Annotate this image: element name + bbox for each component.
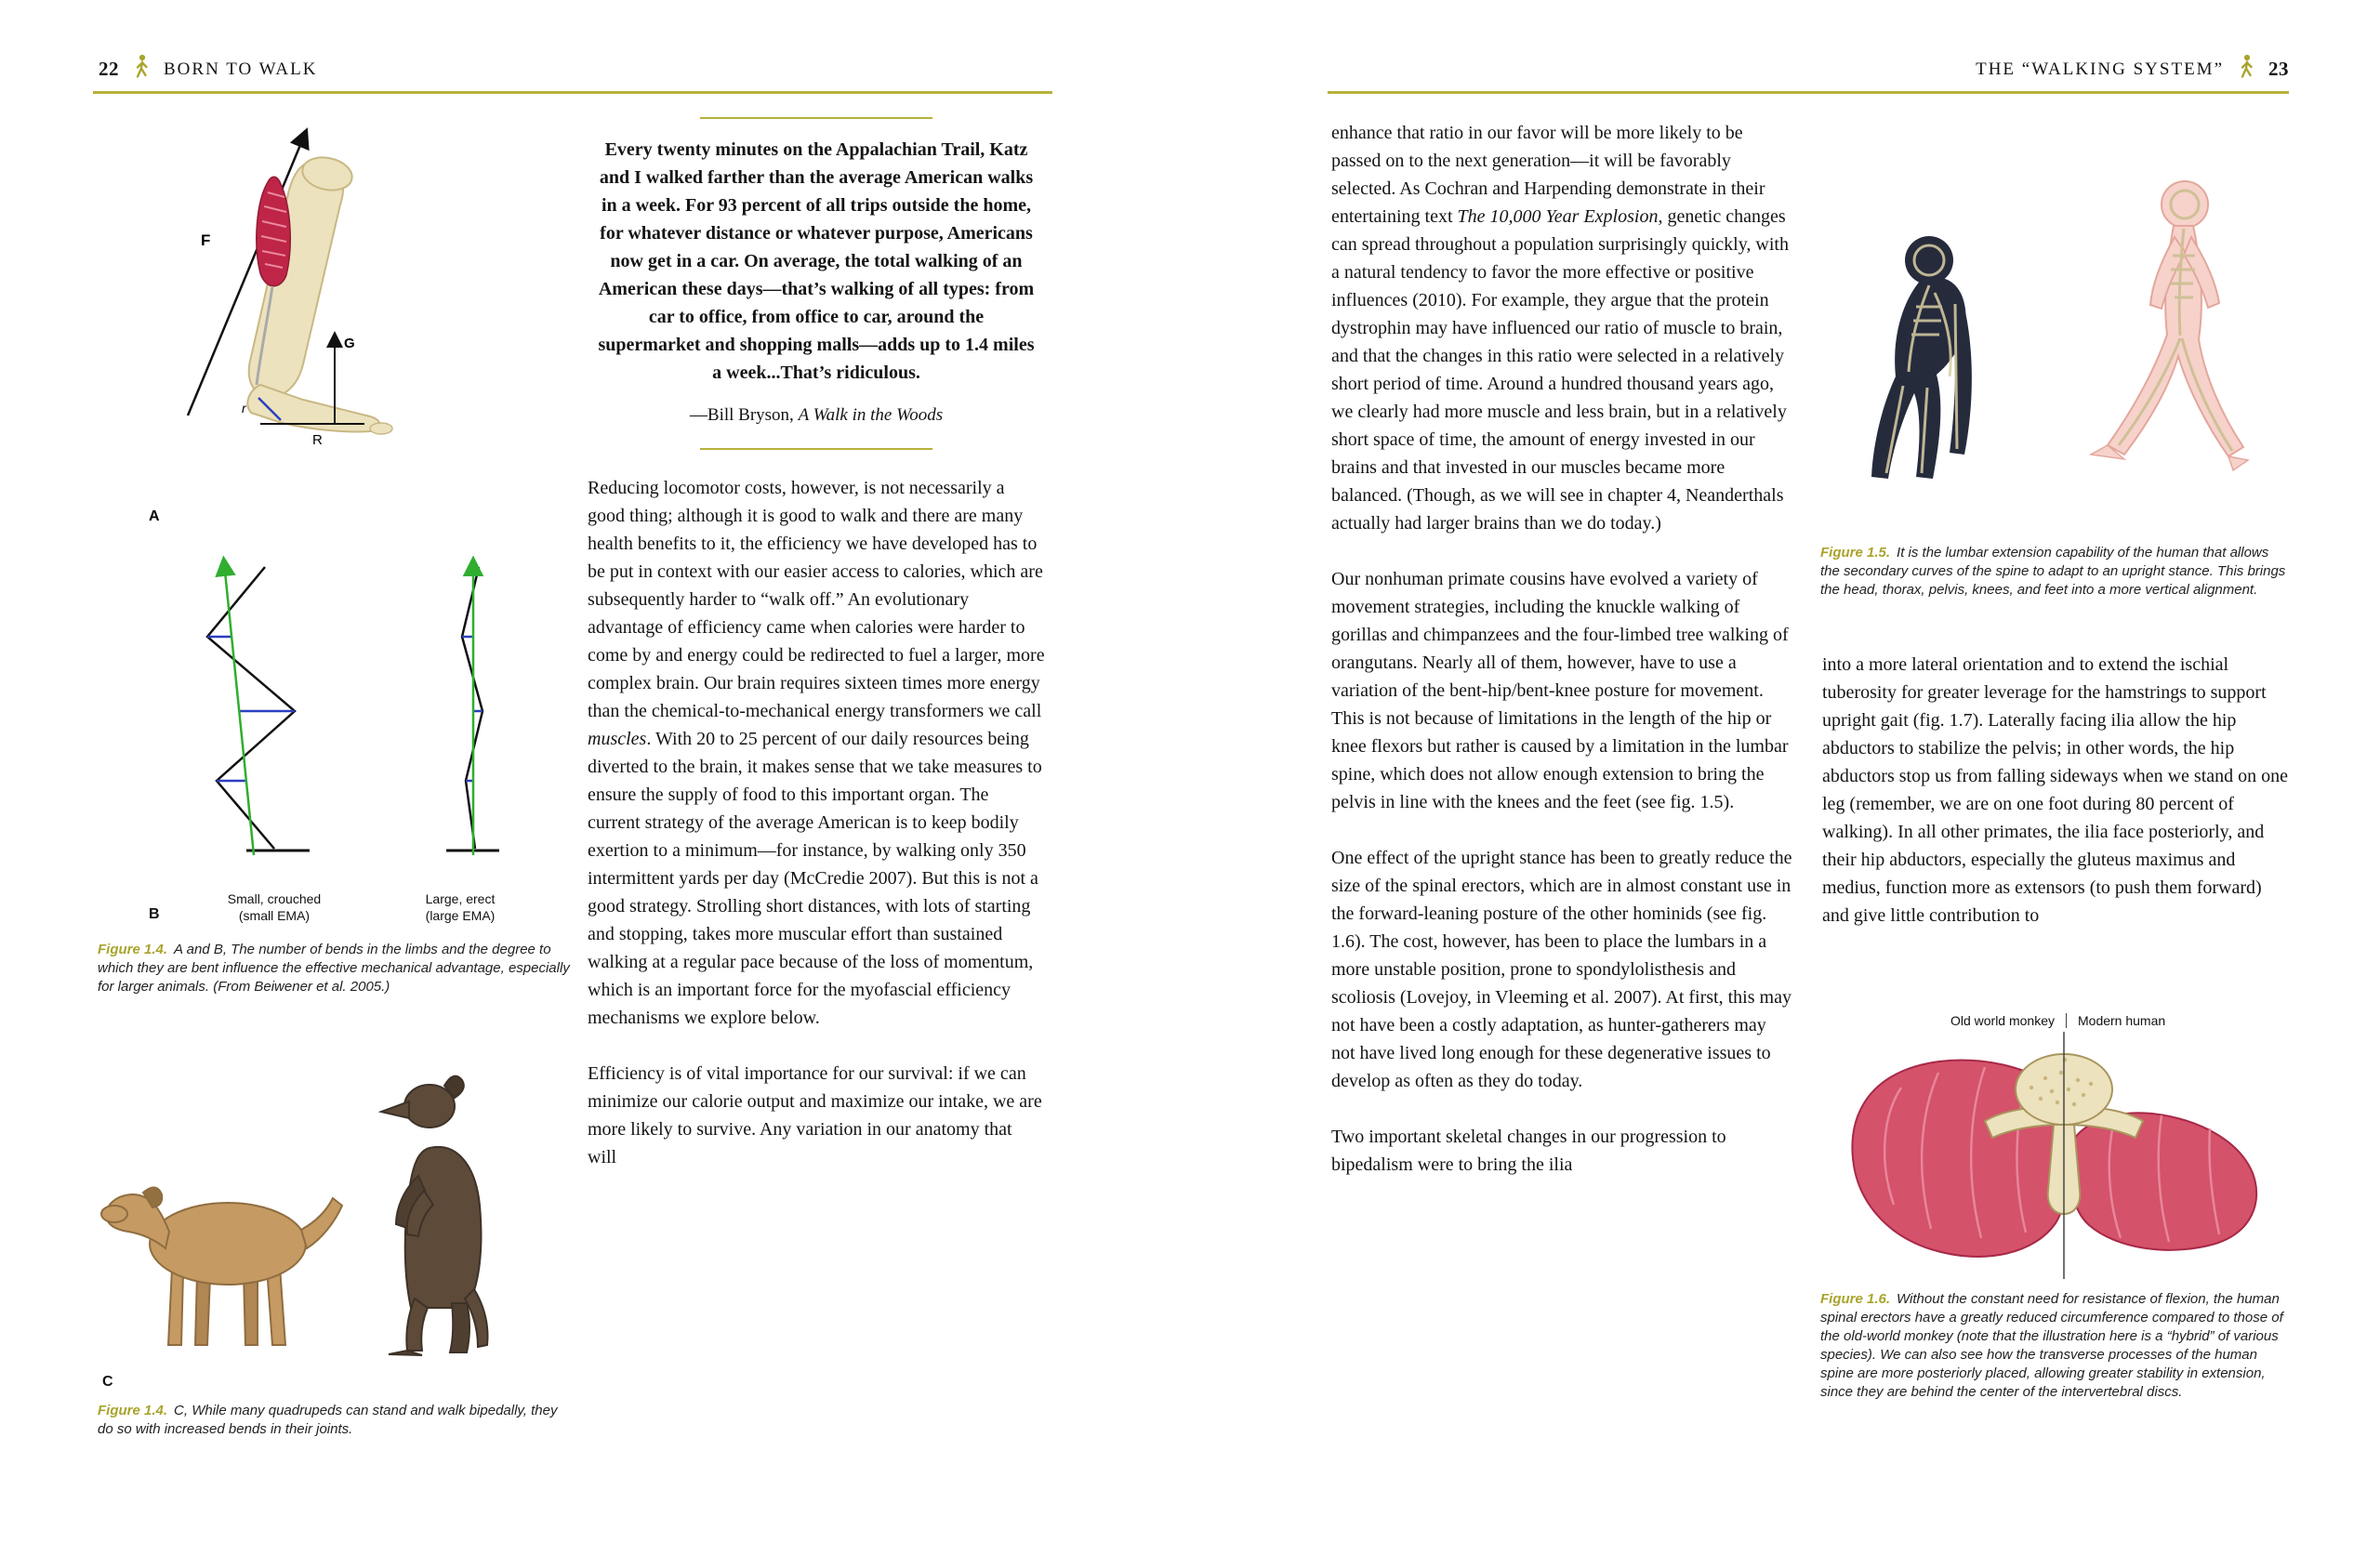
figure-1-5-skeletons-image	[1818, 107, 2292, 539]
right-page-body-text-right	[1822, 651, 2289, 930]
caption-text: It is the lumbar extension capability of the human that allows the secondary curves of the spine to adapt to an upright stance. This brings the head, thorax, pelvis, knees, and feet into a more vertical alignment.	[1820, 545, 2286, 598]
body-paragraph: into a more lateral orientation and to extend the ischial tuberosity for greater leverage for the hamstrings to support upright gait (fig. 1.7). Laterally facing ilia allow the hip abductors to stabilize the pelvis; in other words, the hip abductors stop us from falling sideways when we stand on one leg (remember, we are on one foot during 80 percent of walking). In all other primates, the ilia face posteriorly, and their hip abductors, especially the gluteus maximus and medius, function more as extensors (to push them forward) and give little contribution to	[1822, 654, 2289, 926]
attribution-author: —Bill Bryson,	[689, 405, 799, 425]
right-running-head: THE “WALKING SYSTEM”	[1976, 59, 2224, 79]
part-b-label: B	[149, 906, 160, 922]
walking-figure-icon	[132, 54, 151, 85]
right-page-number: 23	[2268, 58, 2289, 80]
left-page-number: 22	[99, 58, 119, 80]
left-header-rule	[93, 91, 1052, 94]
figure-1-4-b-diagram	[172, 534, 553, 892]
epigraph-attribution	[588, 402, 1045, 429]
force-f-label: F	[201, 231, 211, 249]
figure-1-5-caption	[1820, 544, 2290, 600]
right-page-left-text-column	[1331, 119, 1792, 1179]
toe-bone-shape	[370, 423, 392, 434]
chimpanzee-skeleton-shape	[1871, 236, 1972, 479]
figure-1-6-spinal-erectors-image	[1845, 1032, 2282, 1284]
right-page-body-text-left	[1331, 119, 1792, 1179]
figure-label: Figure 1.6.	[1820, 1291, 1891, 1307]
lever-r-label: r	[242, 401, 246, 415]
body-paragraph: Our nonhuman primate cousins have evolved a variety of movement strategies, including the knuckle walking of gorillas and chimpanzees and the four-limbed tree walking of orangutans. Nearly all of them, however, have to use a variation of the bent-hip/bent-knee posture for movement. This is not because of limitations in the length of the hip or knee flexors but rather is caused by a limitation in the lumbar spine, which does not allow enough extension to bring the pelvis in line with the knees and the feet (see fig. 1.5).	[1331, 569, 1789, 812]
walking-figure-icon	[2237, 54, 2255, 85]
crouched-grf-arrow	[224, 562, 254, 855]
modern-human-label: Modern human	[2078, 1013, 2166, 1028]
crouched-limb-zigzag	[207, 567, 295, 849]
crouched-label-line2: (small EMA)	[238, 908, 311, 923]
left-page-body-text	[588, 474, 1045, 1171]
right-header-rule	[1328, 91, 2289, 94]
body-paragraph: Reducing locomotor costs, however, is not necessarily a good thing; although it is good to walk and there are many health benefits to it, the efficiency we have developed has to be put in context with our easier access to calories, which are subsequently harder to “walk off.” An evolutionary advantage of efficiency came when calories were harder to come by and energy could be redirected to fuel a larger, more complex brain. Our brain requires sixteen times more energy than the chemical-to-mechanical energy transformers we call muscles. With 20 to 25 percent of our daily resources being diverted to the brain, it makes sense that we take measures to ensure the supply of food to this important organ. The current strategy of the average American is to keep bodily exertion to a minimum—for instance, by walking only 350 intermittent yards per day (McCredie 2007). But this is not a good strategy. Strolling short distances, with lots of starting and stopping, takes more muscular effort than sustained walking at a regular pace because of the loss of momentum, which is an important force for the myofascial efficiency mechanisms we explore below.	[588, 478, 1045, 1028]
figure-label: Figure 1.4.	[98, 1403, 168, 1418]
figure-label: Figure 1.5.	[1820, 545, 1891, 560]
human-skeleton-shape	[2091, 181, 2248, 470]
figure-1-4-c-dogs-image	[84, 1018, 586, 1371]
left-page-header	[99, 54, 317, 85]
figure-label: Figure 1.4.	[98, 942, 168, 957]
human-erector-muscle-shape	[2070, 1113, 2256, 1250]
left-page-text-column	[588, 117, 1045, 1171]
body-paragraph: enhance that ratio in our favor will be more likely to be passed on to the next generation—it will be favorably selected. As Cochran and Harpending demonstrate in their entertaining text The 10,000 Year Explosion, genetic changes can spread throughout a population surprisingly quickly, with a natural tendency to favor the more effective or positive influences (2010). For example, they argue that the protein dystrophin may have influenced our ratio of muscle to brain, and that the changes in this ratio were selected in a relatively short period of time. Around a hundred thousand years ago, we clearly had more muscle and less brain, but in a relatively short space of time, the amount of energy invested in our brains and that invested in our muscles became more balanced. (Though, as we will see in chapter 4, Neanderthals actually had larger brains than we do today.)	[1331, 123, 1789, 534]
bipedal-dog-shape	[381, 1076, 487, 1355]
body-paragraph: One effect of the upright stance has been to greatly reduce the size of the spinal erectors, which are in almost constant use in the forward-leaning posture of the other hominids (see fig. 1.6). The cost, however, has been to place the lumbars in a more unstable position, prone to spondylolisthesis and scoliosis (Lovejoy, in Vleeming et al. 2007). At first, this may not have been a costly adaptation, as hunter-gatherers may not have lived long enough for these degenerative issues to develop as often as they do today.	[1331, 848, 1792, 1091]
part-c-label: C	[102, 1374, 113, 1390]
body-paragraph: Efficiency is of vital importance for our survival: if we can minimize our calorie output and maximize our intake, we are more likely to survive. Any variation in our anatomy that will	[588, 1063, 1042, 1167]
epigraph-top-rule	[700, 117, 932, 119]
right-page-header	[1976, 54, 2289, 85]
left-running-head: BORN TO WALK	[164, 59, 318, 79]
quadruped-dog-shape	[101, 1187, 342, 1345]
figure-1-4-a-diagram	[121, 104, 428, 536]
force-g-label: G	[344, 336, 355, 351]
lever-R-label: R	[312, 432, 323, 448]
epigraph-bottom-rule	[700, 448, 932, 450]
erect-label-line1: Large, erect	[425, 891, 496, 906]
epigraph-text: Every twenty minutes on the Appalachian Trail, Katz and I walked farther than the average American walks in a week. For 93 percent of all trips outside the home, for whatever distance or whatever purpose, Americans now get in a car. On average, the total walking of an American these days—that’s walking of all types: from car to office, from office to car, around the supermarket and shopping malls—adds up to 1.4 miles a week...That’s ridiculous.	[598, 139, 1035, 383]
figure-1-6-caption	[1820, 1290, 2290, 1402]
caption-text: C, While many quadrupeds can stand and walk bipedally, they do so with increased bends in their joints.	[98, 1403, 558, 1437]
right-page-right-text-column	[1822, 651, 2289, 930]
figure-1-6-labels	[1850, 1013, 2282, 1028]
crouched-label-line1: Small, crouched	[227, 891, 322, 906]
old-world-monkey-label: Old world monkey	[1950, 1013, 2055, 1028]
figure-1-4-ab-caption	[98, 941, 570, 996]
attribution-work-title: A Walk in the Woods	[798, 405, 944, 425]
part-a-label: A	[149, 508, 160, 524]
figure-1-4-c-caption	[98, 1402, 562, 1439]
body-paragraph: Two important skeletal changes in our progression to bipedalism were to bring the ilia	[1331, 1127, 1726, 1175]
caption-text: A and B, The number of bends in the limbs and the degree to which they are bent influence the effective mechanical advantage, especially for larger animals. (From Beiwener et al. 2005.)	[98, 942, 570, 995]
caption-text: Without the constant need for resistance of flexion, the human spinal erectors have a greatly reduced circumference compared to those of the old-world monkey (note that the illustration here is a “hybrid” of various species). We can also see how the transverse processes of the human spine are more posteriorly placed, allowing greater stability in extension, since they are behind the center of the intervertebral discs.	[1820, 1291, 2283, 1400]
erect-label-line2: (large EMA)	[425, 908, 496, 923]
figure-1-4-b-labels	[181, 890, 553, 924]
